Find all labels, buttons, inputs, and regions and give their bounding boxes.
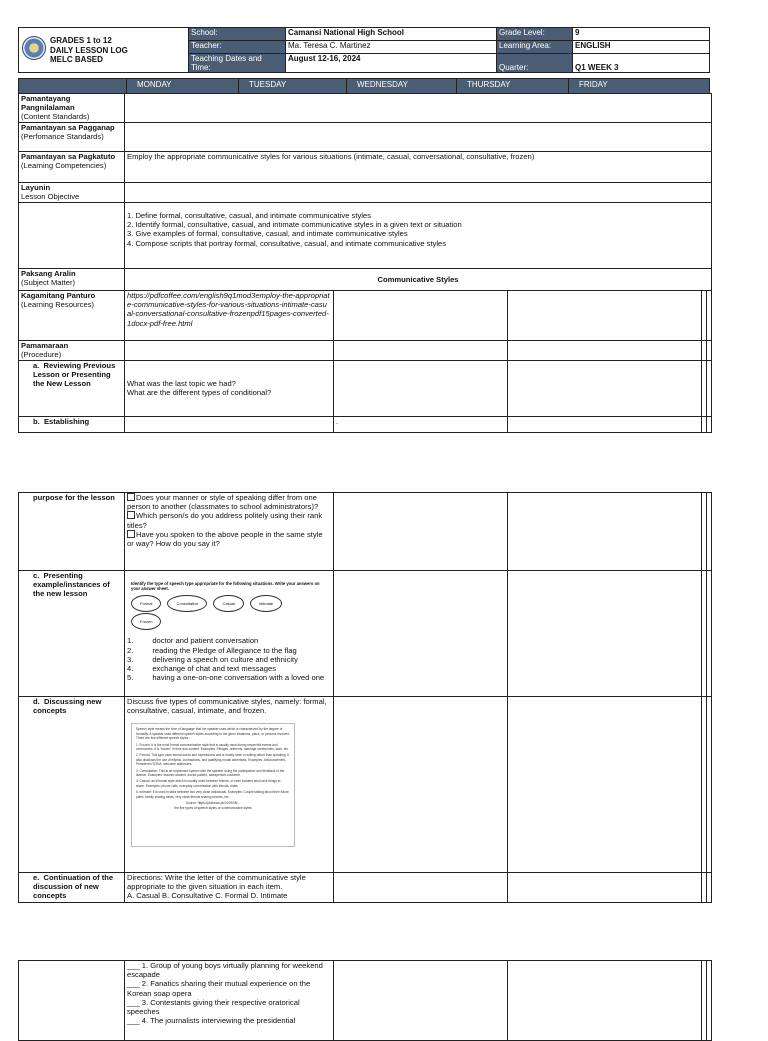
page3-fri bbox=[707, 961, 712, 1041]
purpose-wed bbox=[508, 493, 702, 571]
presenting-tue bbox=[334, 571, 508, 697]
continuation-content bbox=[125, 873, 334, 903]
page3-wed bbox=[508, 961, 702, 1041]
dates-label: Teaching Dates and Time: bbox=[189, 54, 286, 73]
page3-items bbox=[125, 961, 334, 1041]
resource-fri bbox=[707, 291, 712, 341]
header-table bbox=[18, 27, 710, 73]
purpose-item: Which person/s do you address politely using their rank titles? bbox=[127, 511, 323, 530]
discussing-label: d. Discussing new concepts bbox=[19, 697, 125, 873]
purpose-tue bbox=[334, 493, 508, 571]
subject-matter-text: Communicative Styles bbox=[125, 269, 712, 291]
reviewing-fri bbox=[707, 361, 712, 417]
day-wednesday: WEDNESDAY bbox=[347, 79, 457, 94]
performance-standards-label: Pamantayan sa Pagganap (Perfomance Standards) bbox=[19, 123, 125, 152]
establishing-wed bbox=[508, 417, 702, 433]
resource-tue bbox=[334, 291, 508, 341]
presenting-item: 4. exchange of chat and text messages bbox=[127, 664, 277, 674]
establishing-label: b. Establishing bbox=[19, 417, 125, 433]
days-header bbox=[18, 78, 710, 94]
lesson-table-page3 bbox=[18, 960, 712, 1041]
presenting-item: 5. having a one-on-one conversation with a loved one bbox=[127, 673, 325, 683]
establishing-tue: . bbox=[334, 417, 508, 433]
procedure-wed bbox=[508, 341, 702, 361]
quarter-value: Q1 WEEK 3 bbox=[573, 54, 710, 73]
subject-matter-label: Paksang Aralin (Subject Matter) bbox=[19, 269, 125, 291]
objective-item: 3. Give examples of formal, consultative, casual, and intimate communicative styles bbox=[127, 229, 408, 239]
exercise-item: ___ 3. Contestants giving their respective oratorical speeches bbox=[127, 997, 300, 1017]
purpose-item: Have you spoken to the above people in the same style or way? How do you say it? bbox=[127, 529, 323, 549]
teacher-value: Ma. Teresa C. Martinez bbox=[286, 41, 497, 54]
checkbox-icon bbox=[127, 511, 135, 519]
discussing-text: Discuss five types of communicative styles, namely: formal, consultative, casual, intimate, and frozen. bbox=[127, 697, 327, 716]
header-logo-cell bbox=[19, 28, 189, 73]
purpose-fri bbox=[707, 493, 712, 571]
reviewing-wed bbox=[508, 361, 702, 417]
school-label: School: bbox=[189, 28, 286, 41]
content-standards-cell bbox=[125, 94, 712, 123]
discussing-wed bbox=[508, 697, 702, 873]
continuation-wed bbox=[508, 873, 702, 903]
objective-list bbox=[125, 203, 712, 269]
presenting-instruction: Identify the type of speech type appropriate for the following situations. Write your answers on your answer sheet. bbox=[131, 581, 320, 591]
presenting-image bbox=[127, 571, 331, 632]
resource-link[interactable]: https://pdfcoffee.com/english9q1mod3employ-the-appropriate-communicative-styles-for-various-situations-intimate-casual-conversational-consultative-frozenpdf15pages-converted-1docx-pdf-free.html bbox=[125, 291, 334, 341]
content-standards-label: Pamantayang Pangnilalaman (Content Standards) bbox=[19, 94, 125, 123]
objective-list-label bbox=[19, 203, 125, 269]
dates-value: August 12-16, 2024 bbox=[286, 54, 497, 73]
bubble-casual: Casual bbox=[213, 595, 243, 612]
presenting-fri bbox=[707, 571, 712, 697]
handout-line: Speech style means the form of language that the speaker uses which is characterized by the degree of formality. A speaker uses different speech styles according to the given situations, place, or persons involved. There are five different speech styles. bbox=[136, 727, 290, 741]
continuation-choices: A. Casual B. Consultative C. Formal D. Intimate bbox=[127, 891, 288, 901]
bubble-consultative: Consultative bbox=[167, 595, 207, 612]
objective-cell bbox=[125, 183, 712, 203]
handout-line: 5. Intimate: It is used in talks between two very close individuals. Examples: Couple talking about their future plans, family sharing ideas, very close friends sharing secrets, etc. bbox=[136, 790, 289, 799]
title-line: DAILY LESSON LOG bbox=[50, 45, 128, 55]
day-thursday: THURSDAY bbox=[457, 79, 569, 94]
continuation-tue bbox=[334, 873, 508, 903]
area-value: ENGLISH bbox=[573, 41, 710, 54]
handout-line: 1. Frozen: It is the most formal communicative style that is usually used during respectful events and ceremonies. It is "frozen" in time and content. Examples: Pledges, anthems, marriage ceremonies, laws, etc. bbox=[136, 742, 289, 752]
page3-tue bbox=[334, 961, 508, 1041]
handout-line: Source: https://philnews.ph/2019/08/... bbox=[185, 801, 241, 806]
quarter-label: Quarter: bbox=[497, 54, 573, 73]
resource-wed bbox=[508, 291, 702, 341]
objective-label: Layunin Lesson Objective bbox=[19, 183, 125, 203]
procedure-tue bbox=[334, 341, 508, 361]
learning-resources-label: Kagamitang Panturo (Learning Resources) bbox=[19, 291, 125, 341]
performance-standards-cell bbox=[125, 123, 712, 152]
title-line: GRADES 1 to 12 bbox=[50, 36, 112, 45]
exercise-item: ___ 1. Group of young boys virtually planning for weekend escapade bbox=[127, 961, 323, 980]
days-corner bbox=[19, 79, 127, 94]
procedure-label: Pamamaraan (Procedure) bbox=[19, 341, 125, 361]
presenting-item: 3. delivering a speech on culture and ethnicity bbox=[127, 654, 298, 664]
purpose-questions bbox=[125, 493, 334, 571]
lesson-table-page2 bbox=[18, 492, 712, 903]
objective-item: 4. Compose scripts that portray formal, consultative, casual, and intimate communicative styles bbox=[127, 238, 447, 248]
discussing-tue bbox=[334, 697, 508, 873]
objective-item: 2. Identify formal, consultative, casual, and intimate communicative styles in a given text or situation bbox=[127, 220, 462, 230]
grade-label: Grade Level: bbox=[497, 28, 573, 41]
checkbox-icon bbox=[127, 530, 135, 538]
purpose-label: purpose for the lesson bbox=[19, 493, 125, 571]
review-question: What was the last topic we had? bbox=[127, 379, 236, 388]
continuation-label: e. Continuation of the discussion of new concepts bbox=[19, 873, 125, 903]
day-monday: MONDAY bbox=[127, 79, 239, 94]
establishing-fri bbox=[707, 417, 712, 433]
discussing-fri bbox=[707, 697, 712, 873]
day-tuesday: TUESDAY bbox=[239, 79, 347, 94]
speech-bubbles bbox=[131, 595, 327, 612]
handout-line: 2. Formal: This type uses formal words and expressions and is mostly seen in writing rather than speaking. It also disallows the use of ellipsis, contractions, and qualifying modal adverbials. Examples: Announcement, President's SONA, welcome addresses bbox=[136, 753, 290, 767]
exercise-item: ___ 2. Fanatics sharing their mutual experience on the Korean soap opera bbox=[127, 979, 311, 998]
handout-line: 3. Consultative: This is an unplanned speech with the speaker using the participation and feedback of the listener. Examples: teacher-student, doctor-patient, salesperson-customer bbox=[136, 768, 285, 778]
discussing-content bbox=[125, 697, 334, 873]
presenting-content bbox=[125, 571, 334, 697]
teacher-label: Teacher: bbox=[189, 41, 286, 54]
exercise-item: ___ 4. The journalists interviewing the presidential bbox=[127, 1016, 296, 1026]
checkbox-icon bbox=[127, 493, 135, 501]
page3-label bbox=[19, 961, 125, 1041]
reviewing-tue bbox=[334, 361, 508, 417]
bubble-formal: Formal bbox=[131, 595, 161, 612]
purpose-item: Does your manner or style of speaking differ from one person to another (classmates to school administrators)? bbox=[127, 493, 319, 512]
reviewing-questions bbox=[125, 361, 334, 417]
competencies-text: Employ the appropriate communicative styles for various situations (intimate, casual, conversational, consultative, frozen) bbox=[125, 152, 712, 183]
presenting-item: 1. doctor and patient conversation bbox=[127, 636, 259, 646]
presenting-label: c. Presenting example/instances of the new lesson bbox=[19, 571, 125, 697]
continuation-directions: Directions: Write the letter of the communicative style appropriate to the given situation in each item. bbox=[127, 873, 306, 892]
continuation-fri bbox=[707, 873, 712, 903]
establishing-mon bbox=[125, 417, 334, 433]
bubble-frozen: Frozen bbox=[131, 613, 161, 630]
handout-line: the five types of speech styles or communicative styles bbox=[174, 805, 252, 810]
reviewing-label: a. Reviewing Previous Lesson or Presenting the New Lesson bbox=[19, 361, 125, 417]
grade-value: 9 bbox=[573, 28, 710, 41]
school-value: Camansi National High School bbox=[286, 28, 497, 41]
procedure-mon bbox=[125, 341, 334, 361]
presenting-wed bbox=[508, 571, 702, 697]
lesson-table-page1 bbox=[18, 93, 712, 433]
day-friday: FRIDAY bbox=[569, 79, 710, 94]
handout-line: 4. Casual: an informal style which is usually used between friends, or even insiders who have things to share. Examples: phone calls, everyday conversation with friends, chats bbox=[136, 779, 281, 788]
objective-item: 1. Define formal, consultative, casual, and intimate communicative styles bbox=[127, 211, 371, 220]
presenting-list bbox=[127, 636, 331, 682]
speech-styles-handout-image bbox=[131, 723, 295, 847]
procedure-fri bbox=[707, 341, 712, 361]
bubble-intimate: Intimate bbox=[250, 595, 282, 612]
review-question: What are the different types of conditional? bbox=[127, 388, 272, 398]
competencies-label: Pamantayan sa Pagkatuto (Learning Competencies) bbox=[19, 152, 125, 183]
title-line: MELC BASED bbox=[50, 55, 103, 64]
presenting-item: 2. reading the Pledge of Allegiance to the flag bbox=[127, 645, 297, 655]
area-label: Learning Area: bbox=[497, 41, 573, 54]
